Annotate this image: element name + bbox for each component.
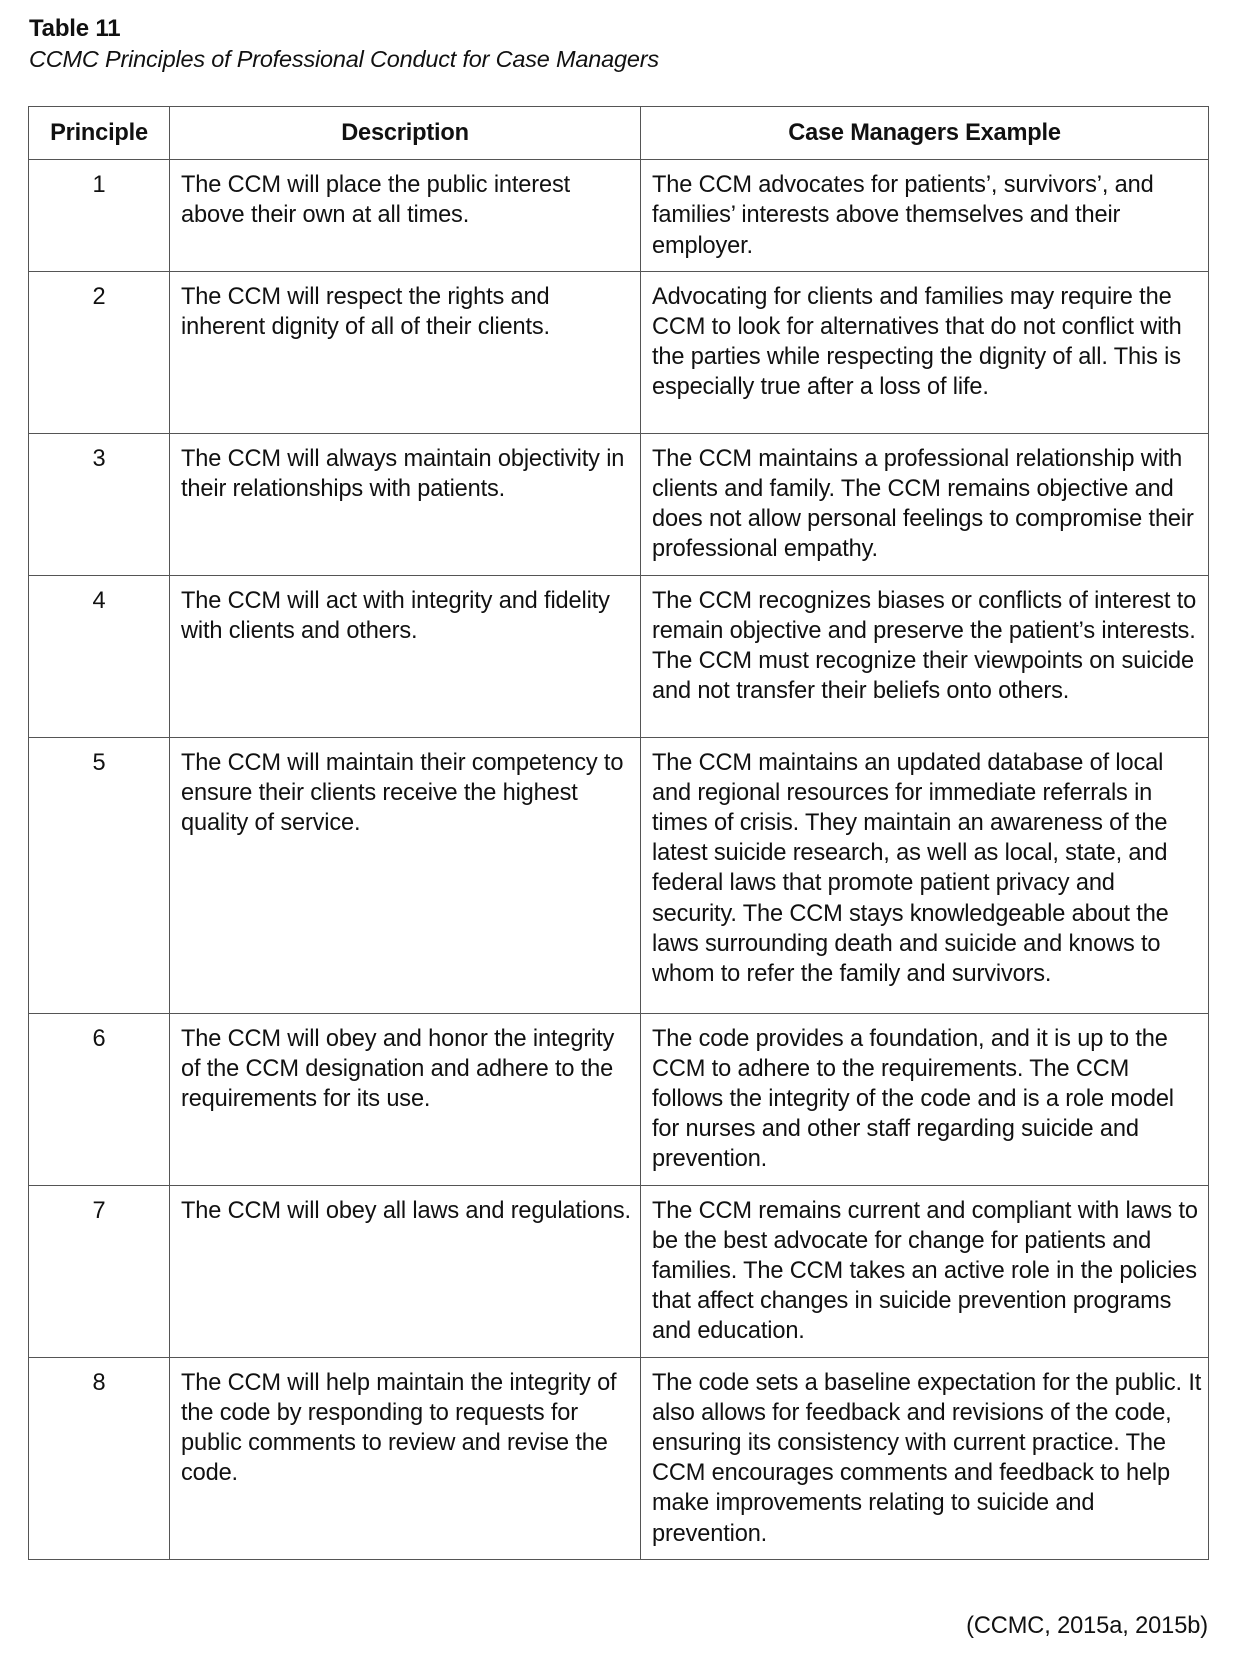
principle-description: The CCM will maintain their competency to ensure their clients receive the highest quality of service.: [170, 737, 641, 1013]
principle-example: The CCM remains current and compliant with laws to be the best advocate for change for patients and families. The CCM takes an active role in the policies that affect changes in suicide prevention programs and education.: [641, 1185, 1209, 1357]
principle-number: 8: [29, 1357, 170, 1559]
table-body: [29, 160, 1209, 1560]
principle-number: 6: [29, 1013, 170, 1185]
header-row: [29, 107, 1209, 160]
principle-example: The CCM recognizes biases or conflicts of interest to remain objective and preserve the patient’s interests. The CCM must recognize their viewpoints on suicide and not transfer their beliefs onto others.: [641, 575, 1209, 737]
principle-description: The CCM will obey all laws and regulations.: [170, 1185, 641, 1357]
principle-description: The CCM will respect the rights and inherent dignity of all of their clients.: [170, 271, 641, 433]
table-row: [29, 1013, 1209, 1185]
principle-description: The CCM will always maintain objectivity in their relationships with patients.: [170, 433, 641, 575]
header-description: Description: [170, 107, 641, 160]
header-principle: Principle: [29, 107, 170, 160]
principles-table: [28, 106, 1209, 1560]
principle-description: The CCM will act with integrity and fidelity with clients and others.: [170, 575, 641, 737]
table-header: [29, 107, 1209, 160]
principle-number: 2: [29, 271, 170, 433]
table-row: [29, 433, 1209, 575]
principle-example: Advocating for clients and families may require the CCM to look for alternatives that do not conflict with the parties while respecting the dignity of all. This is especially true after a loss of life.: [641, 271, 1209, 433]
principle-number: 1: [29, 160, 170, 272]
table-caption: [29, 14, 1209, 74]
principle-number: 3: [29, 433, 170, 575]
table-row: [29, 1185, 1209, 1357]
principle-example: The code provides a foundation, and it is up to the CCM to adhere to the requirements. The CCM follows the integrity of the code and is a role model for nurses and other staff regarding suicide and prevention.: [641, 1013, 1209, 1185]
table-title: CCMC Principles of Professional Conduct for Case Managers: [29, 46, 659, 72]
principle-example: The CCM advocates for patients’, survivors’, and families’ interests above themselves and their employer.: [641, 160, 1209, 272]
table-row: [29, 271, 1209, 433]
principle-description: The CCM will place the public interest above their own at all times.: [170, 160, 641, 272]
header-example: Case Managers Example: [641, 107, 1209, 160]
table-number: Table 11: [29, 15, 121, 42]
principle-example: The code sets a baseline expectation for the public. It also allows for feedback and revisions of the code, ensuring its consistency with current practice. The CCM encourages comments and feedback to help make improvements relating to suicide and prevention.: [641, 1357, 1209, 1559]
table-row: [29, 160, 1209, 272]
source-citation: (CCMC, 2015a, 2015b): [966, 1613, 1208, 1639]
principle-number: 5: [29, 737, 170, 1013]
principle-description: The CCM will obey and honor the integrity of the CCM designation and adhere to the requirements for its use.: [170, 1013, 641, 1185]
principle-example: The CCM maintains a professional relationship with clients and family. The CCM remains objective and does not allow personal feelings to compromise their professional empathy.: [641, 433, 1209, 575]
table-row: [29, 737, 1209, 1013]
principle-number: 7: [29, 1185, 170, 1357]
table-row: [29, 575, 1209, 737]
principle-number: 4: [29, 575, 170, 737]
table-row: [29, 1357, 1209, 1559]
principle-description: The CCM will help maintain the integrity of the code by responding to requests for public comments to review and revise the code.: [170, 1357, 641, 1559]
principle-example: The CCM maintains an updated database of local and regional resources for immediate referrals in times of crisis. They maintain an awareness of the latest suicide research, as well as local, state, and federal laws that promote patient privacy and security. The CCM stays knowledgeable about the laws surrounding death and suicide and knows to whom to refer the family and survivors.: [641, 737, 1209, 1013]
